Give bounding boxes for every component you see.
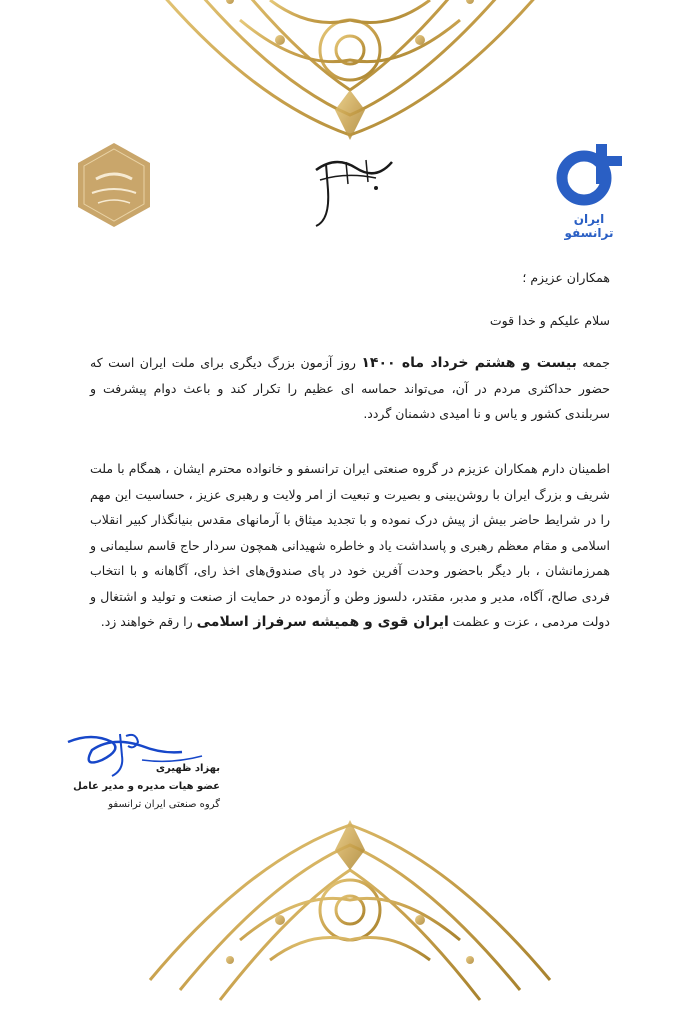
election-date: بیست و هشتم خرداد ماه ۱۴۰۰ <box>361 355 577 371</box>
signatory-block <box>60 760 220 814</box>
iran-transfo-logo <box>552 140 626 240</box>
signatory-name: بهزاد ظهیری <box>155 763 220 774</box>
closing-slogan: ایران قوی و همیشه سرفراز اسلامی <box>196 614 449 630</box>
paragraph-2 <box>90 456 610 636</box>
salutation: سلام علیکم و خدا قوت <box>489 313 610 328</box>
iran-transfo-logo-mark <box>552 140 626 210</box>
paragraph-1-rest: روز آزمون بزرگ دیگری برای ملت ایران است که حضور حداکثری مردم در آن، می‌تواند حماسه ای عظیم را تکرار کند و باعث دوام پیشرفت و سربلندی کشور و یاس و نا امیدی دشمنان گردد. <box>90 355 610 421</box>
basmala-calligraphy <box>306 150 396 230</box>
signatory-company: گروه صنعتی ایران ترانسفو <box>108 799 220 810</box>
paragraph-2-end: را رقم خواهند زد. <box>100 614 197 629</box>
paragraph-2-start: اطمینان دارم همکاران عزیزم در گروه صنعتی ایران ترانسفو و خانواده محترم ایشان ، همگام با ملت شریف و بزرگ ایران با روشن‌بینی و بصیرت و تبعیت از امر ولایت و رهبری عزیز ، حساسیت این مهم را در شرایط حاضر بیش از پیش درک نموده و با تجدید میثاق با آرمانهای مقدس بنیانگذار کبیر انقلاب اسلامی و مقام معظم رهبری و پاسداشت یاد و خاطره شهیدانی همچون سردار حاج قاسم سلیمانی و همرزمانشان ، بار دیگر باحضور وحدت آفرین خود در پای صندوق‌های اخذ رای، آگاهانه و با انتخاب فردی صالح، آگاه، مدیر و مدبر، مقتدر، دلسوز وطن و آزموده در حمایت از صنعت و تولید و اشتغال و دولت مردمی ، عزت و عظمت <box>90 461 610 629</box>
logo-name: ایران ترانسفو <box>564 212 614 240</box>
signatory-title: عضو هیات مدیره و مدیر عامل <box>73 781 220 792</box>
production-slogan-badge <box>76 141 152 229</box>
greeting: همکاران عزیزم ؛ <box>522 270 610 285</box>
top-ornament <box>130 0 570 140</box>
bottom-ornament <box>130 820 570 1020</box>
paragraph-1-start: جمعه <box>576 355 610 370</box>
paragraph-1 <box>90 350 610 426</box>
